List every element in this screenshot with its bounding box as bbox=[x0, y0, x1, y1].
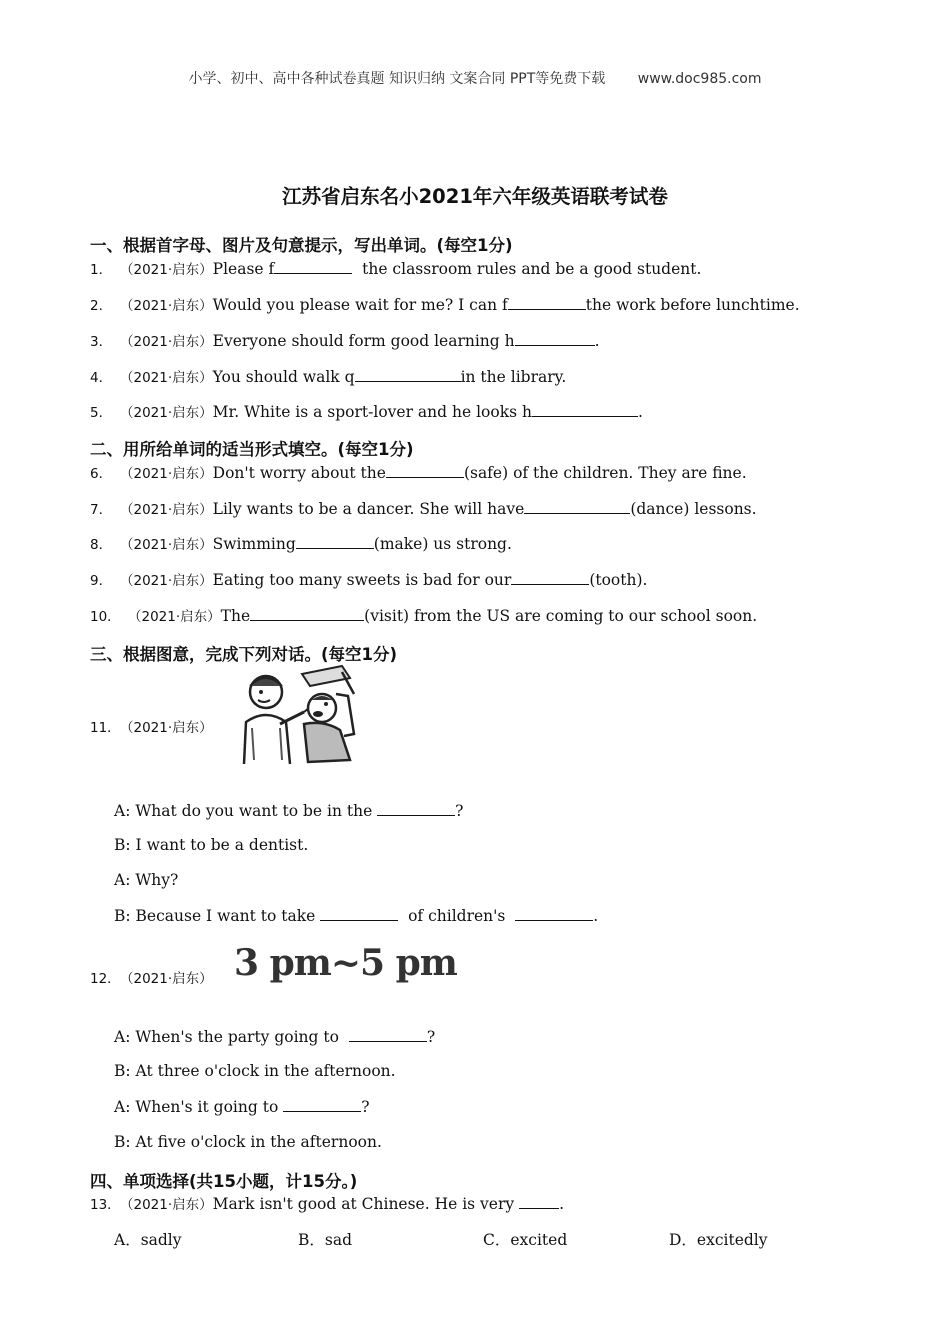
dialogue-text: A: What do you want to be in the bbox=[114, 802, 378, 820]
dialogue-text-end: ? bbox=[426, 1028, 436, 1046]
question-source: （2021·启东） bbox=[120, 1197, 213, 1213]
question-10 bbox=[90, 605, 757, 625]
question-number: 12． bbox=[90, 971, 121, 987]
q11-line-3: A: Why? bbox=[114, 871, 179, 889]
q12-line-2: B: At three o'clock in the afternoon. bbox=[114, 1062, 396, 1080]
question-8 bbox=[90, 533, 512, 553]
question-4 bbox=[90, 366, 566, 386]
question-number: 10． bbox=[90, 609, 121, 625]
question-2 bbox=[90, 294, 800, 314]
question-number: 8． bbox=[90, 537, 113, 553]
q12-line-4: B: At five o'clock in the afternoon. bbox=[114, 1133, 382, 1151]
option-d[interactable]: D．excitedly bbox=[669, 1231, 768, 1249]
question-9 bbox=[90, 569, 647, 589]
dialogue-text: A: When's the party going to bbox=[114, 1028, 349, 1046]
question-text-b: (safe) of the children. They are fine. bbox=[463, 464, 747, 482]
question-number: 13． bbox=[90, 1197, 121, 1213]
question-5 bbox=[90, 401, 643, 421]
answer-blank[interactable] bbox=[355, 367, 461, 382]
q11-line-2: B: I want to be a dentist. bbox=[114, 836, 309, 854]
question-number: 2． bbox=[90, 298, 113, 314]
question-text-b: (tooth). bbox=[589, 571, 648, 589]
answer-blank[interactable] bbox=[515, 906, 593, 921]
answer-blank[interactable] bbox=[274, 259, 352, 274]
q11-line-4 bbox=[114, 906, 598, 925]
question-source: （2021·启东） bbox=[120, 370, 213, 386]
page-header bbox=[0, 68, 950, 88]
dialogue-text-end: ? bbox=[455, 802, 464, 820]
header-text: 小学、初中、高中各种试卷真题 知识归纳 文案合同 PPT等免费下载 bbox=[188, 71, 606, 87]
question-text-b: . bbox=[637, 403, 643, 421]
question-13 bbox=[90, 1193, 564, 1213]
question-1 bbox=[90, 258, 701, 278]
q12-line-3 bbox=[114, 1097, 370, 1116]
dialogue-text-end: ? bbox=[361, 1098, 370, 1116]
question-source: （2021·启东） bbox=[120, 334, 213, 350]
question-source: （2021·启东） bbox=[120, 405, 213, 421]
answer-blank[interactable] bbox=[511, 570, 589, 585]
question-source: （2021·启东） bbox=[120, 262, 213, 278]
question-text-b: (dance) lessons. bbox=[630, 500, 757, 518]
answer-blank[interactable] bbox=[320, 906, 398, 921]
question-text-a: Mr. White is a sport-lover and he looks h bbox=[212, 403, 532, 421]
question-text-a: Lily wants to be a dancer. She will have bbox=[212, 500, 525, 518]
dialogue-text-mid: of children's bbox=[398, 907, 516, 925]
answer-blank[interactable] bbox=[532, 402, 638, 417]
question-source: （2021·启东） bbox=[120, 573, 213, 589]
dentist-picture bbox=[232, 664, 358, 768]
question-text-a: Mark isn't good at Chinese. He is very bbox=[212, 1195, 520, 1213]
answer-blank[interactable] bbox=[377, 801, 455, 816]
question-text-a: Don't worry about the bbox=[212, 464, 386, 482]
question-text-b: the classroom rules and be a good student. bbox=[357, 260, 702, 278]
dialogue-text: A: When's it going to bbox=[114, 1098, 284, 1116]
q11-line-1 bbox=[114, 801, 463, 820]
answer-blank[interactable] bbox=[250, 606, 364, 621]
answer-blank[interactable] bbox=[349, 1027, 427, 1042]
question-7 bbox=[90, 498, 757, 518]
question-number: 3． bbox=[90, 334, 113, 350]
question-text-b: . bbox=[559, 1195, 564, 1213]
question-text-b: . bbox=[594, 332, 600, 350]
question-3 bbox=[90, 330, 600, 350]
time-picture-text: 3 pm~5 pm bbox=[234, 942, 457, 984]
question-text-b: the work before lunchtime. bbox=[585, 296, 800, 314]
question-source: （2021·启东） bbox=[120, 537, 213, 553]
question-source: （2021·启东） bbox=[120, 720, 213, 736]
question-number: 7． bbox=[90, 502, 113, 518]
question-text-b: (visit) from the US are coming to our school soon. bbox=[364, 607, 758, 625]
question-number: 6． bbox=[90, 466, 113, 482]
question-source: （2021·启东） bbox=[120, 502, 213, 518]
q12-line-1 bbox=[114, 1027, 435, 1046]
option-a[interactable]: A．sadly bbox=[114, 1231, 182, 1249]
question-number: 1． bbox=[90, 262, 113, 278]
section-3-title: 三、根据图意，完成下列对话。(每空1分) bbox=[90, 645, 398, 664]
question-text-b: (make) us strong. bbox=[373, 535, 512, 553]
dialogue-text-end: . bbox=[593, 907, 599, 925]
header-site: www.doc985.com bbox=[637, 71, 762, 87]
question-text-a: Would you please wait for me? I can f bbox=[212, 296, 508, 314]
answer-blank[interactable] bbox=[524, 499, 630, 514]
question-text-a: Eating too many sweets is bad for our bbox=[212, 571, 512, 589]
question-12 bbox=[90, 967, 213, 987]
question-text-a: Everyone should form good learning h bbox=[212, 332, 515, 350]
question-text-a: The bbox=[220, 607, 251, 625]
question-source: （2021·启东） bbox=[120, 466, 213, 482]
answer-blank[interactable] bbox=[519, 1194, 559, 1209]
question-source: （2021·启东） bbox=[128, 609, 221, 625]
question-number: 9． bbox=[90, 573, 113, 589]
page-title: 江苏省启东名小2021年六年级英语联考试卷 bbox=[282, 185, 668, 208]
question-number: 4． bbox=[90, 370, 113, 386]
question-6 bbox=[90, 462, 747, 482]
question-number: 11． bbox=[90, 720, 121, 736]
question-text-a: You should walk q bbox=[212, 368, 355, 386]
option-b[interactable]: B．sad bbox=[298, 1231, 353, 1249]
answer-blank[interactable] bbox=[515, 331, 595, 346]
question-number: 5． bbox=[90, 405, 113, 421]
question-11 bbox=[90, 716, 213, 736]
answer-blank[interactable] bbox=[296, 534, 374, 549]
section-1-title: 一、根据首字母、图片及句意提示，写出单词。(每空1分) bbox=[90, 236, 513, 255]
answer-blank[interactable] bbox=[508, 295, 586, 310]
question-text-a: Please f bbox=[212, 260, 275, 278]
question-text-a: Swimming bbox=[212, 535, 296, 553]
answer-blank[interactable] bbox=[386, 463, 464, 478]
option-c[interactable]: C．excited bbox=[483, 1231, 568, 1249]
question-source: （2021·启东） bbox=[120, 971, 213, 987]
question-text-b: in the library. bbox=[460, 368, 567, 386]
section-4-title: 四、单项选择(共15小题，计15分。) bbox=[90, 1172, 358, 1191]
dialogue-text: B: Because I want to take bbox=[114, 907, 321, 925]
section-2-title: 二、用所给单词的适当形式填空。(每空1分) bbox=[90, 440, 414, 459]
answer-blank[interactable] bbox=[283, 1097, 361, 1112]
question-source: （2021·启东） bbox=[120, 298, 213, 314]
